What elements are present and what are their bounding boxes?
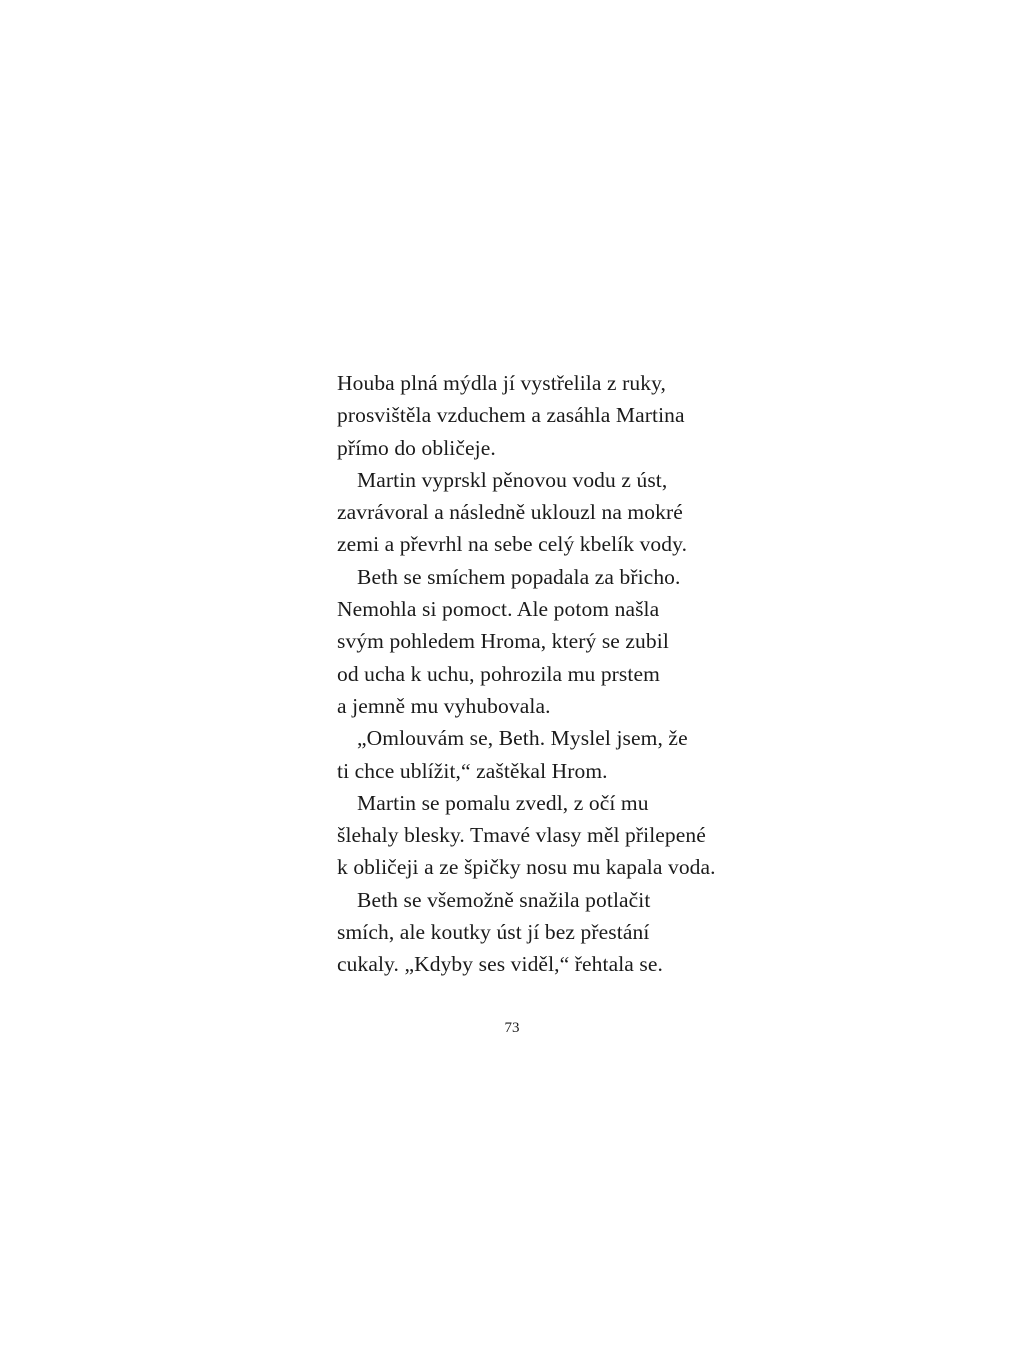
- text-line: prosvištěla vzduchem a zasáhla Martina: [337, 403, 685, 428]
- text-line: zemi a převrhl na sebe celý kbelík vody.: [337, 532, 688, 557]
- text-line: ti chce ublížit,“ zaštěkal Hrom.: [337, 758, 608, 783]
- page-body-text: [337, 367, 717, 981]
- text-line: Beth se smíchem popadala za břicho.: [357, 564, 681, 589]
- text-line: cukaly. „Kdyby ses viděl,“ řehtala se.: [337, 952, 663, 977]
- text-line: Martin se pomalu zvedl, z očí mu: [357, 790, 649, 815]
- text-line: přímo do obličeje.: [337, 435, 496, 460]
- text-line: Houba plná mýdla jí vystřelila z ruky,: [337, 371, 667, 395]
- text-line: svým pohledem Hroma, který se zubil: [337, 629, 669, 654]
- text-line: smích, ale koutky úst jí bez přestání: [337, 920, 650, 945]
- text-line: šlehaly blesky. Tmavé vlasy měl přilepené: [337, 823, 706, 848]
- text-line: zavrávoral a následně uklouzl na mokré: [337, 500, 683, 525]
- page-number: 73: [504, 1020, 520, 1036]
- text-line: Martin vyprskl pěnovou vodu z úst,: [357, 467, 668, 492]
- text-line: k obličeji a ze špičky nosu mu kapala voda.: [337, 855, 716, 880]
- text-line: a jemně mu vyhubovala.: [337, 693, 551, 718]
- text-line: Beth se všemožně snažila potlačit: [357, 887, 651, 912]
- text-line: od ucha k uchu, pohrozila mu prstem: [337, 661, 660, 686]
- text-line: Nemohla si pomoct. Ale potom našla: [337, 597, 660, 622]
- text-line: „Omlouvám se, Beth. Myslel jsem, že: [357, 726, 688, 751]
